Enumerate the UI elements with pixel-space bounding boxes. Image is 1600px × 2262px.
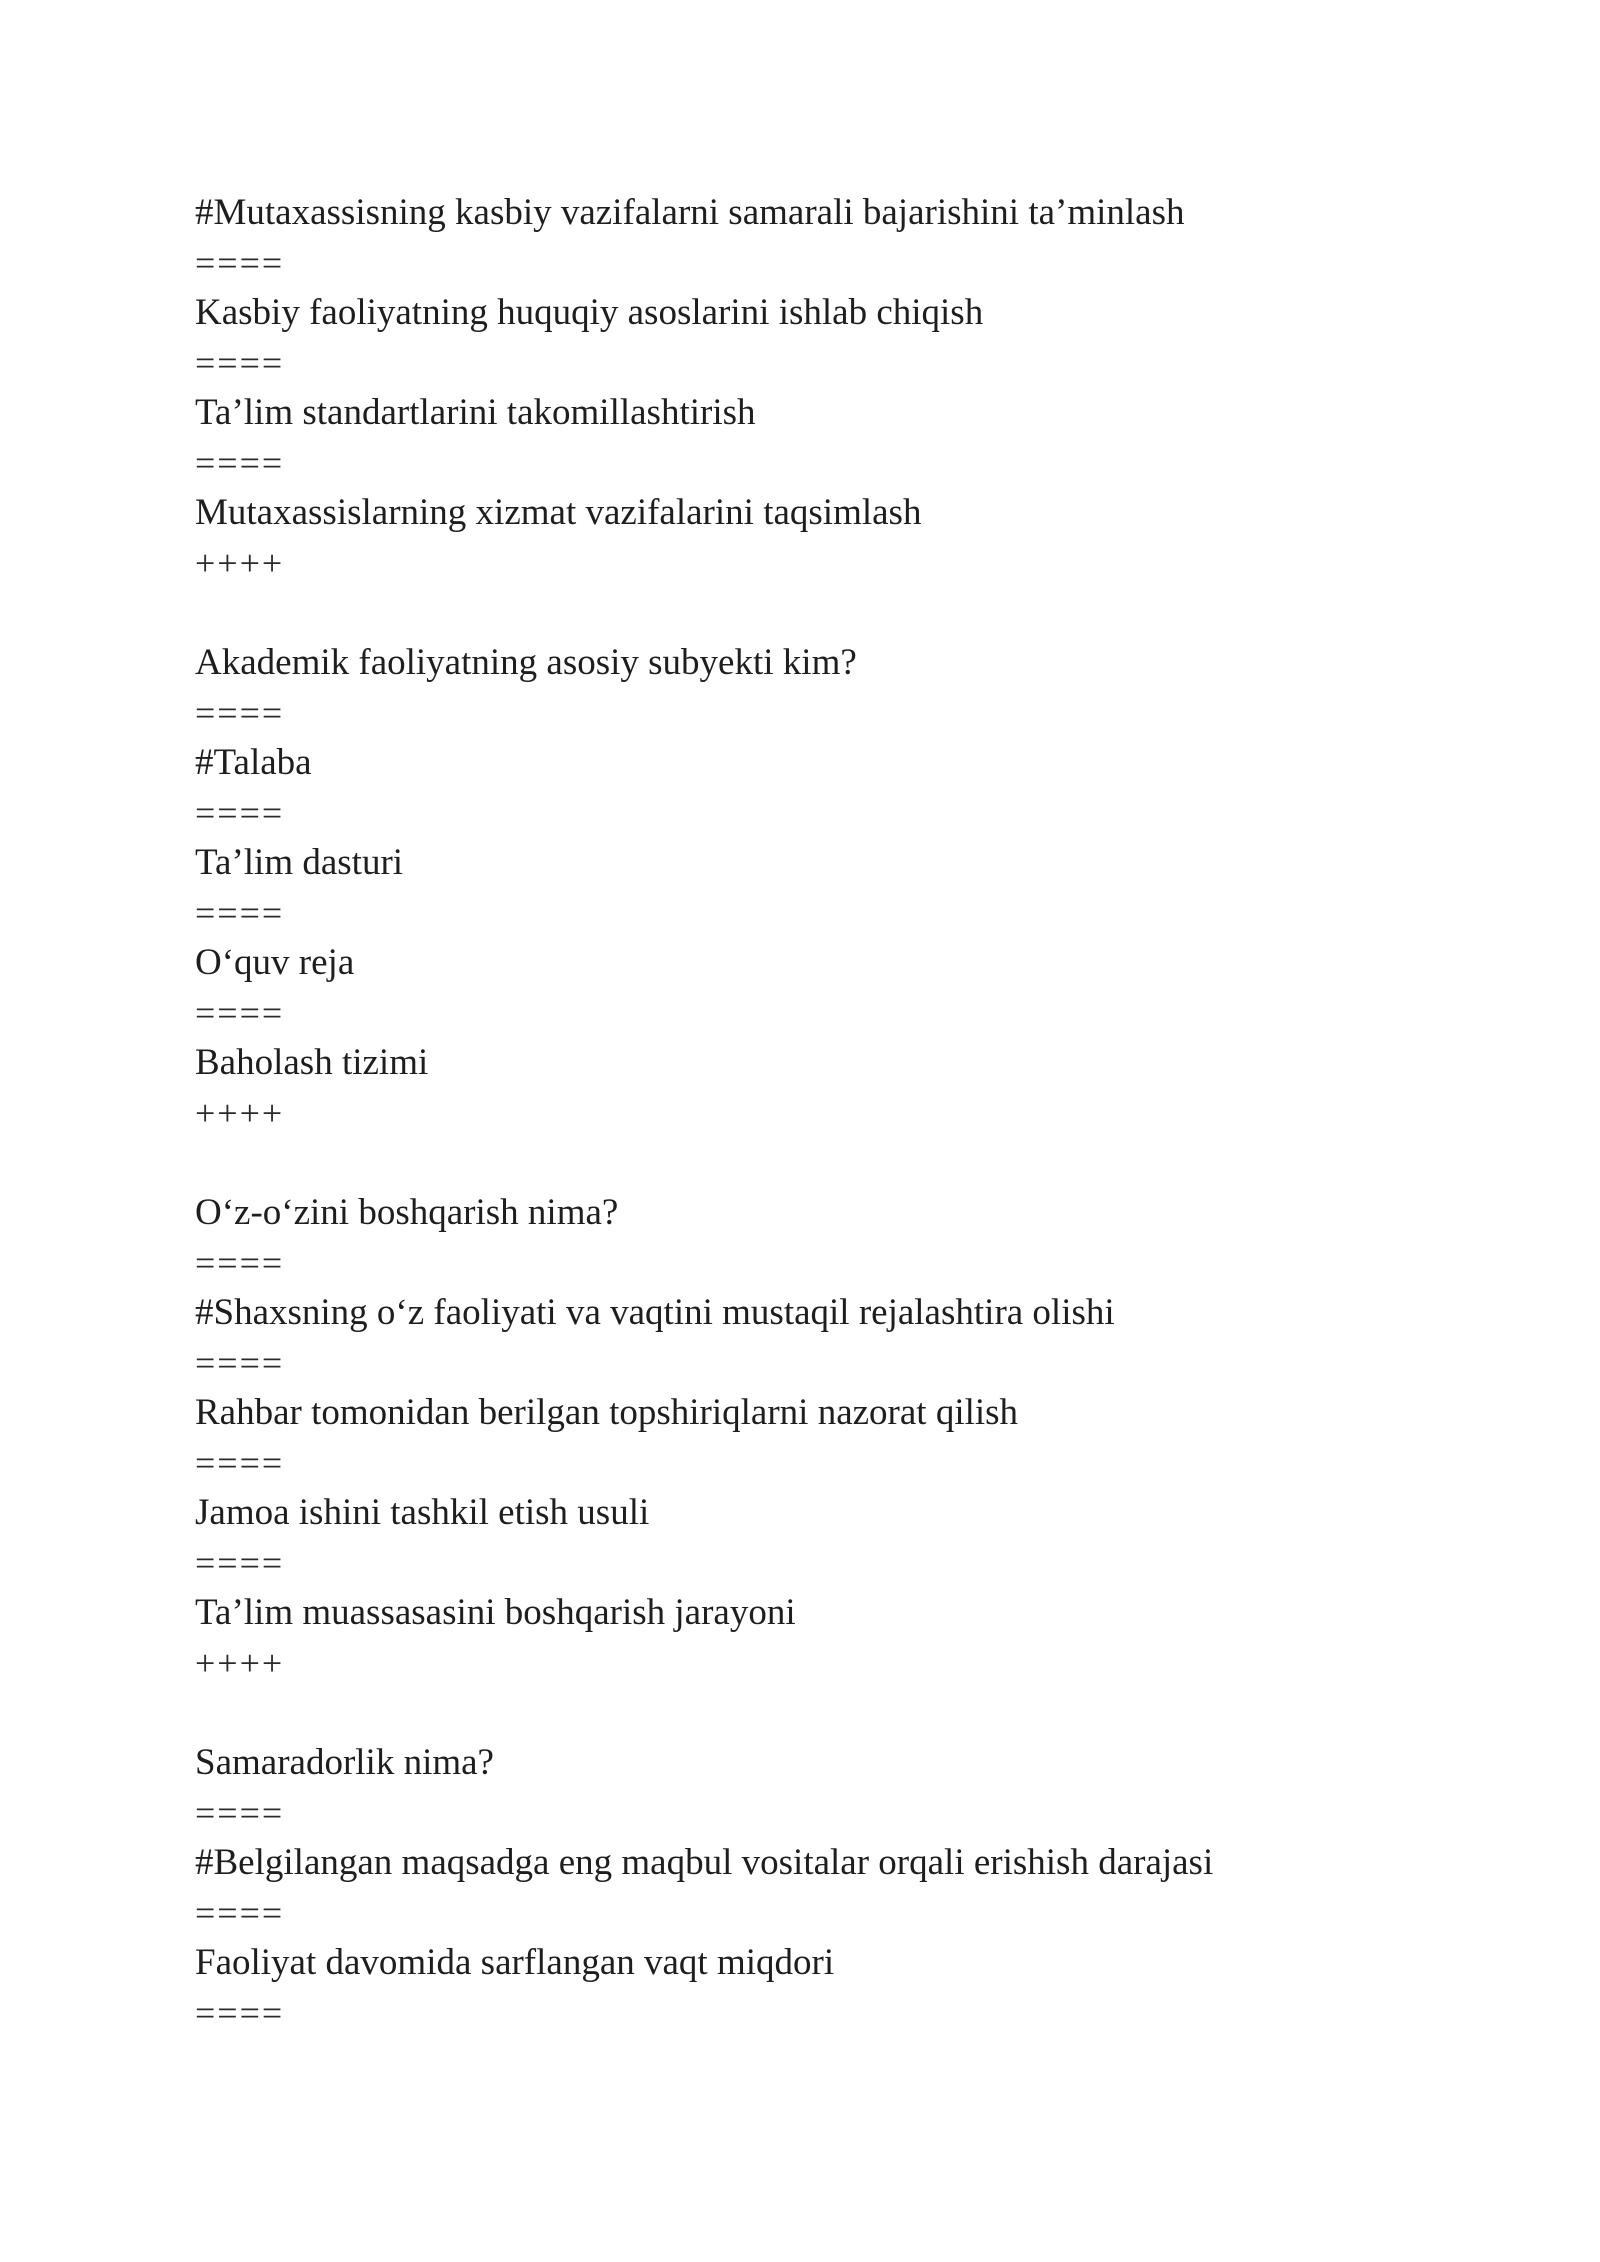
answer-option: O‘quv reja bbox=[195, 942, 355, 983]
document-body bbox=[195, 188, 1495, 2038]
answer-option-correct: #Belgilangan maqsadga eng maqbul vositalar orqali erishish darajasi bbox=[195, 1842, 1214, 1883]
question-block bbox=[195, 188, 1495, 588]
answer-option-correct: #Mutaxassisning kasbiy vazifalarni samarali bajarishini ta’minlash bbox=[195, 192, 1185, 233]
option-separator: ==== bbox=[195, 993, 285, 1033]
option-separator: ==== bbox=[195, 1793, 285, 1833]
question-text: Samaradorlik nima? bbox=[195, 1742, 494, 1783]
option-separator: ==== bbox=[195, 343, 285, 383]
option-separator: ==== bbox=[195, 1243, 285, 1283]
option-separator: ==== bbox=[195, 1443, 285, 1483]
question-block bbox=[195, 1738, 1495, 2038]
question-text: O‘z-o‘zini boshqarish nima? bbox=[195, 1192, 619, 1233]
option-separator: ==== bbox=[195, 693, 285, 733]
option-separator: ==== bbox=[195, 443, 285, 483]
answer-option: Ta’lim standartlarini takomillashtirish bbox=[195, 392, 756, 433]
option-separator: ==== bbox=[195, 243, 285, 283]
answer-option-correct: #Talaba bbox=[195, 742, 312, 783]
option-separator: ==== bbox=[195, 1343, 285, 1383]
option-separator: ==== bbox=[195, 1993, 285, 2033]
answer-option: Jamoa ishini tashkil etish usuli bbox=[195, 1492, 650, 1533]
question-end-marker: ++++ bbox=[195, 543, 285, 583]
option-separator: ==== bbox=[195, 1893, 285, 1933]
question-text: Akademik faoliyatning asosiy subyekti kim? bbox=[195, 642, 857, 683]
option-separator: ==== bbox=[195, 1543, 285, 1583]
answer-option: Mutaxassislarning xizmat vazifalarini taqsimlash bbox=[195, 492, 922, 533]
answer-option: Baholash tizimi bbox=[195, 1042, 429, 1083]
question-block bbox=[195, 1188, 1495, 1688]
block-spacer bbox=[195, 588, 1495, 638]
question-block bbox=[195, 638, 1495, 1138]
answer-option: Ta’lim muassasasini boshqarish jarayoni bbox=[195, 1592, 796, 1633]
block-spacer bbox=[195, 1138, 1495, 1188]
answer-option-correct: #Shaxsning o‘z faoliyati va vaqtini mustaqil rejalashtira olishi bbox=[195, 1292, 1115, 1333]
question-end-marker: ++++ bbox=[195, 1643, 285, 1683]
option-separator: ==== bbox=[195, 893, 285, 933]
block-spacer bbox=[195, 1688, 1495, 1738]
question-end-marker: ++++ bbox=[195, 1093, 285, 1133]
option-separator: ==== bbox=[195, 793, 285, 833]
answer-option: Faoliyat davomida sarflangan vaqt miqdori bbox=[195, 1942, 835, 1983]
answer-option: Kasbiy faoliyatning huquqiy asoslarini ishlab chiqish bbox=[195, 292, 984, 333]
answer-option: Ta’lim dasturi bbox=[195, 842, 404, 883]
answer-option: Rahbar tomonidan berilgan topshiriqlarni nazorat qilish bbox=[195, 1392, 1019, 1433]
